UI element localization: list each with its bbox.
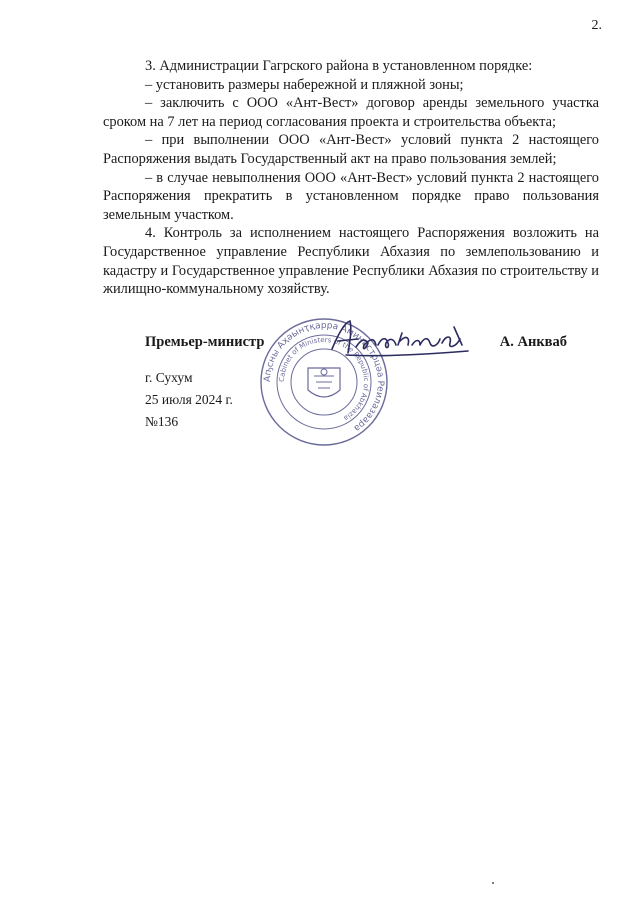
document-date: 25 июля 2024 г. bbox=[145, 392, 233, 407]
paragraph-item-4: 4. Контроль за исполнением настоящего Распоряжения возложить на Государственное управление Республики Абхазия по землепользованию и кадастру и Государственное управление Республики Абхазия по строительству и жилищно-коммунальному хозяйству. bbox=[103, 225, 599, 298]
signatory-name: А. Анкваб bbox=[499, 334, 567, 350]
place-of-issue: г. Сухум bbox=[145, 370, 193, 385]
list-item: – заключить с ООО «Ант-Вест» договор аренды земельного участка сроком на 7 лет на период согласования проекта и строительства объекта; bbox=[103, 95, 599, 130]
seal-inner-text: Cabinet of Ministers of the Republic of Abkhazia bbox=[277, 335, 371, 423]
handwritten-signature-icon bbox=[328, 315, 478, 363]
document-number: №136 bbox=[145, 414, 179, 429]
document-body bbox=[103, 57, 599, 299]
page-number: 2. bbox=[591, 18, 602, 33]
list-item: – в случае невыполнения ООО «Ант-Вест» условий пункта 2 настоящего Распоряжения прекратить в установленном порядке право пользования земельным участком. bbox=[103, 169, 599, 223]
list-item: – установить размеры набережной и пляжной зоны; bbox=[145, 76, 464, 93]
seal-outer-text: Аҧсны Аҳәынҭқарра Аминистрцәа Реилазаара bbox=[262, 320, 386, 434]
paragraph-item-3: 3. Администрации Гагрского района в установленном порядке: bbox=[145, 58, 533, 74]
signatory-title: Премьер-министр bbox=[145, 334, 265, 350]
list-item: – при выполнении ООО «Ант-Вест» условий пункта 2 настоящего Распоряжения выдать Государственный акт на право пользования землей; bbox=[103, 132, 599, 167]
scan-artifact-dot bbox=[492, 882, 494, 884]
